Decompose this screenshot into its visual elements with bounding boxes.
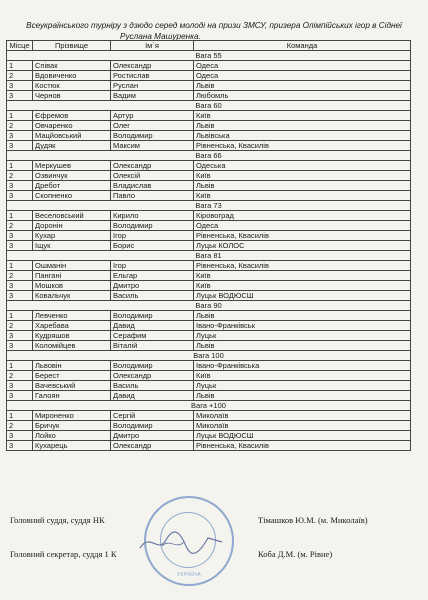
- surname-cell: Львовін: [33, 361, 111, 371]
- place-cell: 3: [7, 241, 33, 251]
- team-cell: Одеса: [194, 221, 411, 231]
- first-name-cell: Сергій: [111, 411, 194, 421]
- team-cell: Миколаїв: [194, 411, 411, 421]
- place-cell: 2: [7, 271, 33, 281]
- weight-category-label: Вага 73: [7, 201, 411, 211]
- team-cell: Львів: [194, 181, 411, 191]
- surname-cell: Пангані: [33, 271, 111, 281]
- first-name-cell: Василь: [111, 291, 194, 301]
- first-name-cell: Давид: [111, 321, 194, 331]
- team-cell: Київ: [194, 171, 411, 181]
- weight-category-row: [7, 401, 411, 411]
- weight-category-label: Вага +100: [7, 401, 411, 411]
- place-cell: 3: [7, 331, 33, 341]
- team-cell: Одеса: [194, 71, 411, 81]
- place-cell: 3: [7, 391, 33, 401]
- surname-cell: Чернов: [33, 91, 111, 101]
- first-name-cell: Владислав: [111, 181, 194, 191]
- surname-cell: Мацйовський: [33, 131, 111, 141]
- surname-cell: Дудяк: [33, 141, 111, 151]
- first-name-cell: Василь: [111, 381, 194, 391]
- place-cell: 3: [7, 231, 33, 241]
- place-cell: 3: [7, 191, 33, 201]
- first-name-cell: Володимир: [111, 311, 194, 321]
- surname-cell: Коломійцев: [33, 341, 111, 351]
- weight-category-label: Вага 81: [7, 251, 411, 261]
- surname-cell: Мироненко: [33, 411, 111, 421]
- first-name-cell: Ельгар: [111, 271, 194, 281]
- table-row: [7, 211, 411, 221]
- table-row: [7, 141, 411, 151]
- surname-cell: Ковальчук: [33, 291, 111, 301]
- column-header-team: Команда: [194, 41, 411, 51]
- surname-cell: Галоян: [33, 391, 111, 401]
- surname-cell: Співак: [33, 61, 111, 71]
- first-name-cell: Олександр: [111, 441, 194, 451]
- official-stamp: [144, 496, 234, 586]
- weight-category-label: Вага 90: [7, 301, 411, 311]
- weight-category-row: [7, 51, 411, 61]
- team-cell: Київ: [194, 111, 411, 121]
- chief-secretary-label: Головний секретар, суддя 1 К: [10, 549, 117, 559]
- first-name-cell: Ростислав: [111, 71, 194, 81]
- weight-category-row: [7, 151, 411, 161]
- first-name-cell: Артур: [111, 111, 194, 121]
- team-cell: Одеса: [194, 61, 411, 71]
- document-title: [12, 20, 416, 42]
- first-name-cell: Олександр: [111, 61, 194, 71]
- surname-cell: Веселовський: [33, 211, 111, 221]
- weight-category-row: [7, 201, 411, 211]
- surname-cell: Костюк: [33, 81, 111, 91]
- place-cell: 3: [7, 131, 33, 141]
- surname-cell: Кухар: [33, 231, 111, 241]
- table-row: [7, 61, 411, 71]
- first-name-cell: Дмитро: [111, 281, 194, 291]
- table-row: [7, 231, 411, 241]
- table-row: [7, 281, 411, 291]
- first-name-cell: Володимир: [111, 421, 194, 431]
- team-cell: Одеська: [194, 161, 411, 171]
- table-row: [7, 341, 411, 351]
- first-name-cell: Максим: [111, 141, 194, 151]
- surname-cell: Бричук: [33, 421, 111, 431]
- table-row: [7, 171, 411, 181]
- results-body: [7, 51, 411, 451]
- place-cell: 1: [7, 61, 33, 71]
- first-name-cell: Серафим: [111, 331, 194, 341]
- table-row: [7, 91, 411, 101]
- team-cell: Львів: [194, 121, 411, 131]
- first-name-cell: Віталій: [111, 341, 194, 351]
- first-name-cell: Володимир: [111, 221, 194, 231]
- table-row: [7, 121, 411, 131]
- team-cell: Рівненська, Квасилів: [194, 141, 411, 151]
- place-cell: 1: [7, 161, 33, 171]
- first-name-cell: Олександр: [111, 371, 194, 381]
- chief-secretary-name: Коба Д.М. (м. Рівне): [258, 549, 333, 559]
- table-row: [7, 421, 411, 431]
- surname-cell: Мошков: [33, 281, 111, 291]
- table-row: [7, 371, 411, 381]
- place-cell: 1: [7, 111, 33, 121]
- surname-cell: Овчаренко: [33, 121, 111, 131]
- place-cell: 3: [7, 341, 33, 351]
- table-row: [7, 111, 411, 121]
- signature-scribble: [136, 528, 226, 556]
- surname-cell: Ошманін: [33, 261, 111, 271]
- first-name-cell: Ігор: [111, 261, 194, 271]
- first-name-cell: Олексій: [111, 171, 194, 181]
- surname-cell: Вачевський: [33, 381, 111, 391]
- column-header-surname: Прізвище: [33, 41, 111, 51]
- surname-cell: Берест: [33, 371, 111, 381]
- team-cell: Луцьк ВОДЮСШ: [194, 431, 411, 441]
- chief-judge-name: Тімашков Ю.М. (м. Миколаїв): [258, 515, 368, 525]
- surname-cell: Лойко: [33, 431, 111, 441]
- team-cell: Луцьк: [194, 331, 411, 341]
- team-cell: Луцьк КОЛОС: [194, 241, 411, 251]
- team-cell: Кіровоград: [194, 211, 411, 221]
- table-row: [7, 271, 411, 281]
- place-cell: 1: [7, 361, 33, 371]
- title-line-1: Всеукраїнського турніру з дзюдо серед молоді на призи ЗМСУ, призера Олімпійських ігор в Сіднеї: [26, 21, 402, 30]
- surname-cell: Харебава: [33, 321, 111, 331]
- team-cell: Луцьк: [194, 381, 411, 391]
- team-cell: Івано-Франківськ: [194, 321, 411, 331]
- place-cell: 3: [7, 441, 33, 451]
- team-cell: Київ: [194, 281, 411, 291]
- first-name-cell: Олег: [111, 121, 194, 131]
- surname-cell: Єфремов: [33, 111, 111, 121]
- team-cell: Рівненська, Квасилів: [194, 261, 411, 271]
- first-name-cell: Володимир: [111, 131, 194, 141]
- weight-category-row: [7, 301, 411, 311]
- stamp-text: УКРАЇНА: [176, 572, 202, 578]
- surname-cell: Вдовиченко: [33, 71, 111, 81]
- place-cell: 2: [7, 121, 33, 131]
- first-name-cell: Кирило: [111, 211, 194, 221]
- table-row: [7, 131, 411, 141]
- table-row: [7, 191, 411, 201]
- team-cell: Рівненська, Квасилів: [194, 231, 411, 241]
- team-cell: Львів: [194, 391, 411, 401]
- team-cell: Київ: [194, 191, 411, 201]
- first-name-cell: Олександр: [111, 161, 194, 171]
- chief-judge-label: Головний суддя, суддя НК: [10, 515, 105, 525]
- place-cell: 3: [7, 181, 33, 191]
- table-row: [7, 291, 411, 301]
- place-cell: 1: [7, 211, 33, 221]
- place-cell: 1: [7, 311, 33, 321]
- table-row: [7, 331, 411, 341]
- title-line-2: Руслана Машуренка.: [120, 32, 201, 41]
- table-row: [7, 181, 411, 191]
- place-cell: 3: [7, 281, 33, 291]
- place-cell: 3: [7, 141, 33, 151]
- column-header-name: Ім`я: [111, 41, 194, 51]
- weight-category-row: [7, 251, 411, 261]
- results-table: [6, 40, 411, 451]
- first-name-cell: Руслан: [111, 81, 194, 91]
- surname-cell: Кудряшов: [33, 331, 111, 341]
- first-name-cell: Давид: [111, 391, 194, 401]
- place-cell: 2: [7, 421, 33, 431]
- weight-category-row: [7, 351, 411, 361]
- team-cell: Львівська: [194, 131, 411, 141]
- table-row: [7, 71, 411, 81]
- table-row: [7, 221, 411, 231]
- place-cell: 3: [7, 291, 33, 301]
- weight-category-label: Вага 60: [7, 101, 411, 111]
- place-cell: 3: [7, 381, 33, 391]
- table-row: [7, 321, 411, 331]
- place-cell: 2: [7, 321, 33, 331]
- place-cell: 2: [7, 371, 33, 381]
- table-row: [7, 241, 411, 251]
- place-cell: 3: [7, 91, 33, 101]
- weight-category-label: Вага 55: [7, 51, 411, 61]
- first-name-cell: Ігор: [111, 231, 194, 241]
- place-cell: 3: [7, 81, 33, 91]
- table-row: [7, 391, 411, 401]
- column-header-place: Місце: [7, 41, 33, 51]
- weight-category-label: Вага 100: [7, 351, 411, 361]
- place-cell: 2: [7, 171, 33, 181]
- table-row: [7, 381, 411, 391]
- weight-category-label: Вага 66: [7, 151, 411, 161]
- table-row: [7, 161, 411, 171]
- surname-cell: Дребот: [33, 181, 111, 191]
- team-cell: Київ: [194, 271, 411, 281]
- team-cell: Миколаїв: [194, 421, 411, 431]
- surname-cell: Іщук: [33, 241, 111, 251]
- team-cell: Івано-Франківська: [194, 361, 411, 371]
- place-cell: 1: [7, 411, 33, 421]
- surname-cell: Доронін: [33, 221, 111, 231]
- place-cell: 1: [7, 261, 33, 271]
- weight-category-row: [7, 101, 411, 111]
- table-row: [7, 311, 411, 321]
- first-name-cell: Павло: [111, 191, 194, 201]
- table-row: [7, 261, 411, 271]
- table-row: [7, 361, 411, 371]
- surname-cell: Левченко: [33, 311, 111, 321]
- place-cell: 3: [7, 431, 33, 441]
- team-cell: Любомль: [194, 91, 411, 101]
- team-cell: Київ: [194, 371, 411, 381]
- table-row: [7, 81, 411, 91]
- surname-cell: Озвинчук: [33, 171, 111, 181]
- surname-cell: Кухарець: [33, 441, 111, 451]
- surname-cell: Скопненко: [33, 191, 111, 201]
- team-cell: Львів: [194, 341, 411, 351]
- first-name-cell: Борис: [111, 241, 194, 251]
- team-cell: Луцьк ВОДЮСШ: [194, 291, 411, 301]
- surname-cell: Меркушев: [33, 161, 111, 171]
- first-name-cell: Дмитро: [111, 431, 194, 441]
- table-row: [7, 431, 411, 441]
- place-cell: 2: [7, 221, 33, 231]
- table-row: [7, 441, 411, 451]
- table-row: [7, 411, 411, 421]
- first-name-cell: Вадим: [111, 91, 194, 101]
- team-cell: Рівненська, Квасилів: [194, 441, 411, 451]
- place-cell: 2: [7, 71, 33, 81]
- table-header-row: [7, 41, 411, 51]
- first-name-cell: Володимир: [111, 361, 194, 371]
- team-cell: Львів: [194, 81, 411, 91]
- team-cell: Львів: [194, 311, 411, 321]
